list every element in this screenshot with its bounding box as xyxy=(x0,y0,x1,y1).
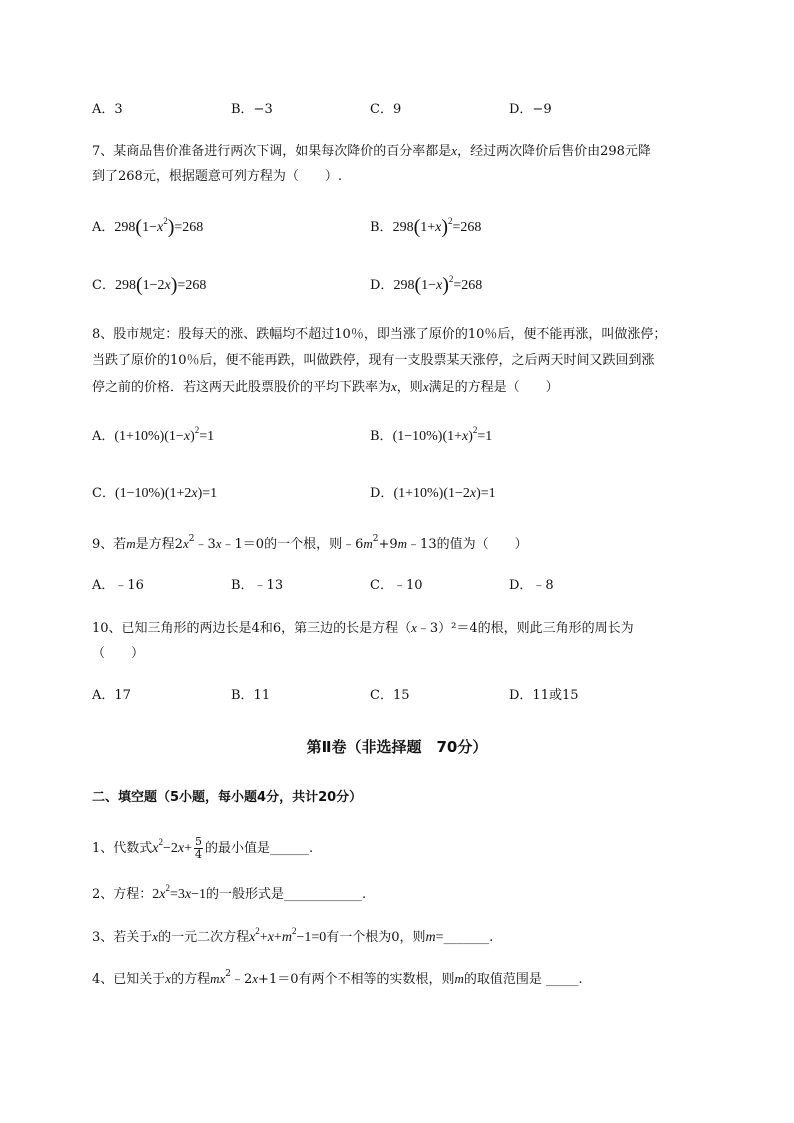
q8-option-c: C．(1−10%)(1+2x)=1 xyxy=(92,486,218,501)
q10-line-1: 10、已知三角形的两边长是4和6，第三边的长是方程（x﹣3）²＝4的根，则此三角形的周长为 xyxy=(92,620,634,636)
q7-option-b: B．$298(1+x)^2=268$ xyxy=(370,216,482,238)
q7-option-c: C．298(1−2x)=268 xyxy=(92,274,207,296)
q7-line-2: 到了268元，根据题意可列方程为（ ）. xyxy=(92,169,342,184)
q7-option-d: D．$298(1-x)^2=268$ xyxy=(370,274,483,296)
q6-option-d: D．−9 xyxy=(509,102,552,117)
q8-option-d: D．(1+10%)(1−2x)=1 xyxy=(370,486,496,501)
q9-option-c: C．﹣10 xyxy=(370,578,423,593)
q6-option-b: B．−3 xyxy=(231,102,273,117)
q8-line-3: 停之前的价格．若这两天此股票股价的平均下跌率为x，则x满足的方程是（ ） xyxy=(92,379,559,395)
fill-q2: 2、方程：$2x^2=3x-1$的一般形式是____________. xyxy=(92,883,367,902)
part2-heading: 二、填空题（5小题，每小题4分，共计20分） xyxy=(92,790,363,805)
q10-option-b: B．11 xyxy=(231,688,271,703)
q8-line-1: 8、股市规定：股每天的涨、跌幅均不超过10％，即当涨了原价的10％后，便不能再涨，叫做涨停； xyxy=(92,327,667,342)
q10-option-d: D．11或15 xyxy=(509,688,579,703)
q6-option-c: C．9 xyxy=(370,102,402,117)
q9-option-b: B．﹣13 xyxy=(231,578,284,593)
section-title: 第Ⅱ卷（非选择题 70分） xyxy=(306,738,488,756)
fill-q3: 3、若关于x的一元二次方程$x^2+x+m^2-1=0$有一个根为0，则m=_______. xyxy=(92,926,494,945)
q7-option-a: A．$298(1-x^2)=268$ xyxy=(92,216,204,238)
q9-stem: 9、若m是方程$2x^2﹣3x﹣1=0$的一个根，则$﹣6m^2+9m﹣13$的值为（ ） xyxy=(92,534,528,552)
q10-option-a: A．17 xyxy=(92,688,131,703)
q9-option-a: A．﹣16 xyxy=(92,578,144,593)
q8-option-b: B．$(1-10\%)(1+x)^2=1$ xyxy=(370,425,493,444)
q10-option-c: C．15 xyxy=(370,688,410,703)
q8-option-a: A．$(1+10\%)(1-x)^2=1$ xyxy=(92,425,215,444)
fill-q1: 1、代数式$x^2-2x+$ $\frac{5}{4}$ 的最小值是______. xyxy=(92,835,314,861)
q8-line-2: 当跌了原价的10％后，便不能再跌，叫做跌停，现有一支股票某天涨停，之后两天时间又跌回到涨 xyxy=(92,353,655,368)
q10-line-2: （ ） xyxy=(92,646,145,661)
q7-line-1: 7、某商品售价准备进行两次下调，如果每次降价的百分率都是x，经过两次降价后售价由298元降 xyxy=(92,143,651,159)
q6-option-a: A．3 xyxy=(92,102,123,117)
fill-q4: 4、已知关于x的方程$mx^2﹣2x+1=0$有两个不相等的实数根，则m的取值范围是 _____. xyxy=(92,969,583,987)
fraction-five-quarters: $\frac{5}{4}$ xyxy=(195,835,203,861)
q9-option-d: D．﹣8 xyxy=(509,578,554,593)
